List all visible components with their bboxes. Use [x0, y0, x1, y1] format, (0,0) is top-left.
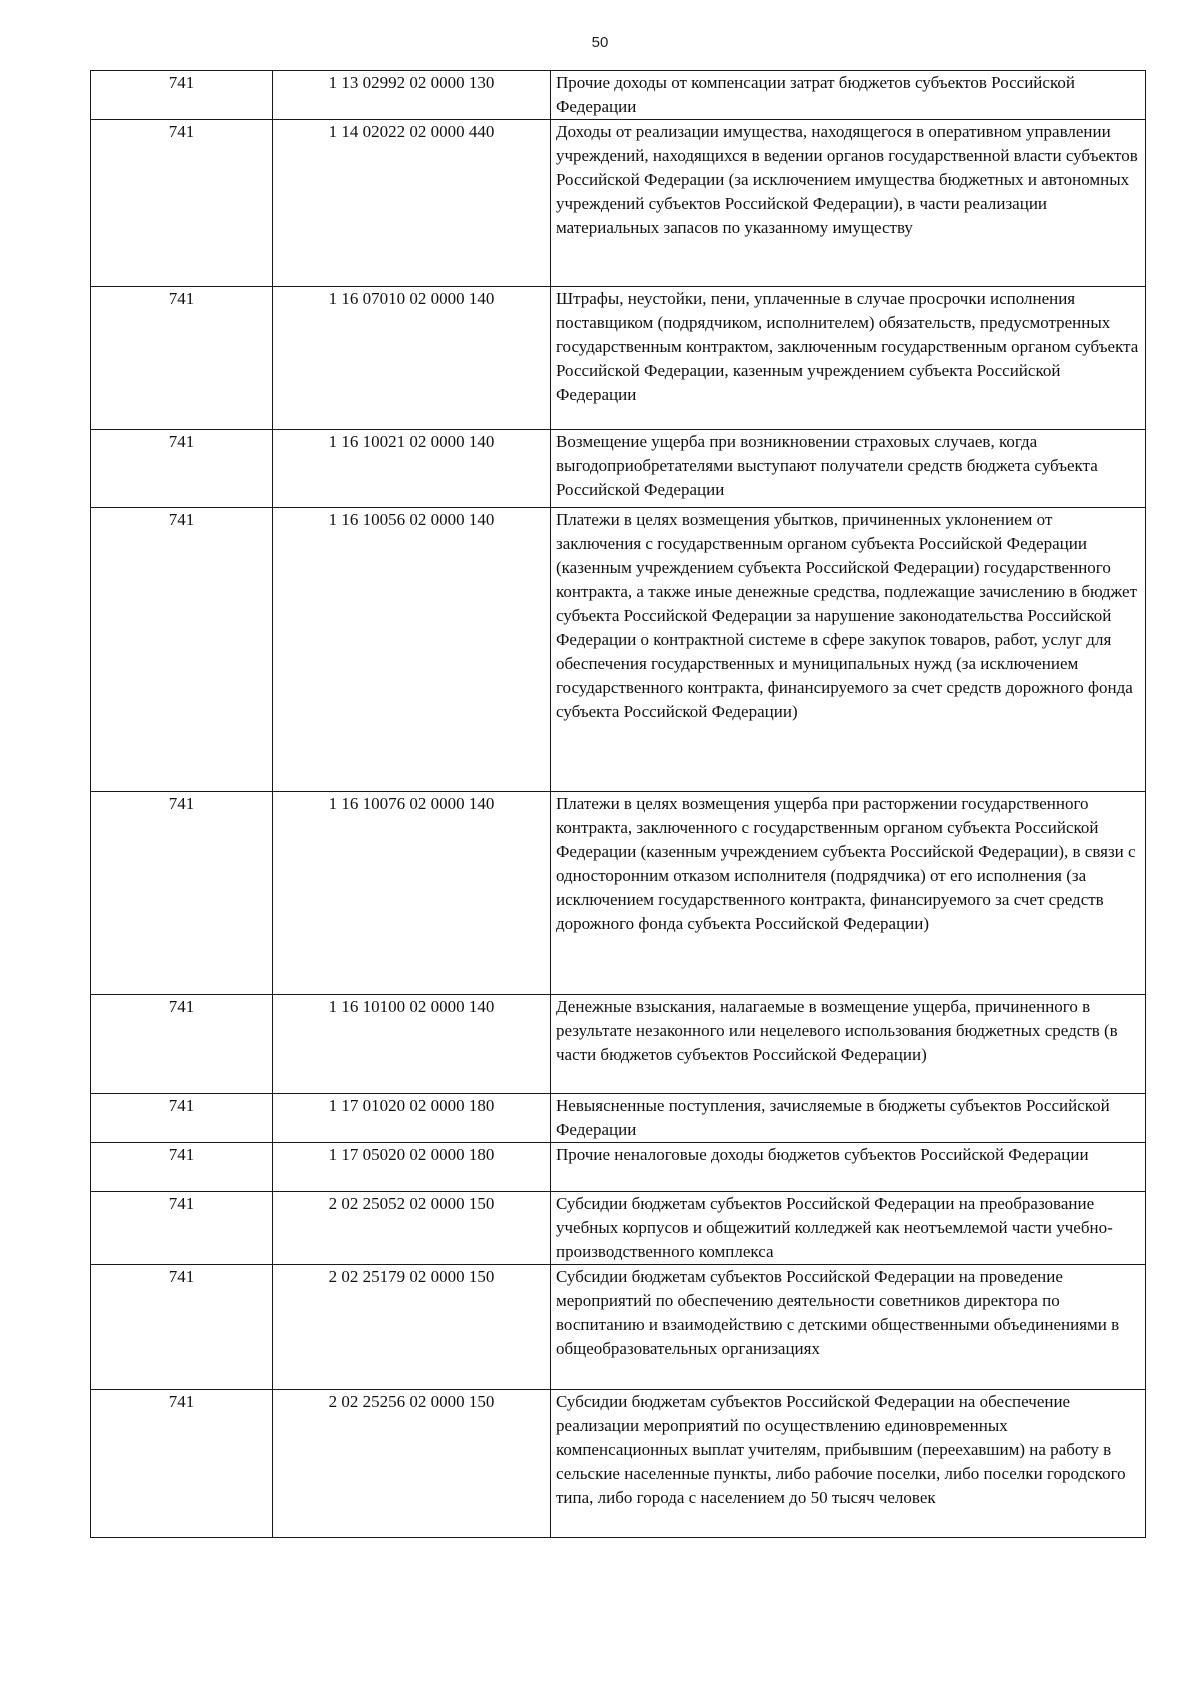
table-row — [91, 1143, 1146, 1192]
admin-code-cell: 741 — [91, 1143, 273, 1192]
revenue-code-cell: 1 16 07010 02 0000 140 — [273, 287, 551, 430]
admin-code-cell: 741 — [91, 1192, 273, 1265]
revenue-code-cell: 1 14 02022 02 0000 440 — [273, 120, 551, 287]
table-row — [91, 508, 1146, 792]
table-row — [91, 1390, 1146, 1538]
revenue-code-cell: 1 16 10100 02 0000 140 — [273, 995, 551, 1094]
revenue-name-cell: Субсидии бюджетам субъектов Российской Федерации на преобразование учебных корпусов и общежитий колледжей как неотъемлемой части учебно-производственного комплекса — [551, 1192, 1146, 1265]
revenue-code-cell: 1 17 01020 02 0000 180 — [273, 1094, 551, 1143]
revenue-code-cell: 2 02 25179 02 0000 150 — [273, 1265, 551, 1390]
revenue-name-cell: Прочие доходы от компенсации затрат бюджетов субъектов Российской Федерации — [551, 71, 1146, 120]
revenue-name-cell: Прочие неналоговые доходы бюджетов субъектов Российской Федерации — [551, 1143, 1146, 1192]
table-row — [91, 1265, 1146, 1390]
admin-code-cell: 741 — [91, 1390, 273, 1538]
table-row — [91, 1094, 1146, 1143]
revenue-code-cell: 1 16 10076 02 0000 140 — [273, 792, 551, 995]
table-row — [91, 71, 1146, 120]
revenue-name-cell: Невыясненные поступления, зачисляемые в бюджеты субъектов Российской Федерации — [551, 1094, 1146, 1143]
table-body — [91, 71, 1146, 1538]
revenue-name-cell: Платежи в целях возмещения ущерба при расторжении государственного контракта, заключенного с государственным органом субъекта Российской Федерации (казенным учреждением субъекта Российской Федерации), в связи с односторонним отказом исполнителя (подрядчика) от его исполнения (за исключением государственного контракта, финансируемого за счет средств дорожного фонда субъекта Российской Федерации) — [551, 792, 1146, 995]
revenue-name-cell: Возмещение ущерба при возникновении страховых случаев, когда выгодоприобретателями выступают получатели средств бюджета субъекта Российской Федерации — [551, 430, 1146, 508]
admin-code-cell: 741 — [91, 1094, 273, 1143]
revenue-code-cell: 2 02 25256 02 0000 150 — [273, 1390, 551, 1538]
revenue-name-cell: Субсидии бюджетам субъектов Российской Федерации на проведение мероприятий по обеспечению деятельности советников директора по воспитанию и взаимодействию с детскими общественными объединениями в общеобразовательных организациях — [551, 1265, 1146, 1390]
admin-code-cell: 741 — [91, 430, 273, 508]
page-number: 50 — [591, 34, 609, 51]
admin-code-cell: 741 — [91, 71, 273, 120]
revenue-code-cell: 1 16 10056 02 0000 140 — [273, 508, 551, 792]
admin-code-cell: 741 — [91, 792, 273, 995]
revenue-name-cell: Доходы от реализации имущества, находящегося в оперативном управлении учреждений, находящихся в ведении органов государственной власти субъектов Российской Федерации (за исключением имущества бюджетных и автономных учреждений субъектов Российской Федерации), в части реализации материальных запасов по указанному имуществу — [551, 120, 1146, 287]
revenue-code-cell: 1 13 02992 02 0000 130 — [273, 71, 551, 120]
admin-code-cell: 741 — [91, 287, 273, 430]
admin-code-cell: 741 — [91, 1265, 273, 1390]
admin-code-cell: 741 — [91, 995, 273, 1094]
table-row — [91, 1192, 1146, 1265]
admin-code-cell: 741 — [91, 120, 273, 287]
table-row — [91, 430, 1146, 508]
table-row — [91, 287, 1146, 430]
admin-code-cell: 741 — [91, 508, 273, 792]
revenue-code-cell: 1 17 05020 02 0000 180 — [273, 1143, 551, 1192]
table-row — [91, 995, 1146, 1094]
revenue-name-cell: Платежи в целях возмещения убытков, причиненных уклонением от заключения с государственным органом субъекта Российской Федерации (казенным учреждением субъекта Российской Федерации) государственного контракта, а также иные денежные средства, подлежащие зачислению в бюджет субъекта Российской Федерации за нарушение законодательства Российской Федерации о контрактной системе в сфере закупок товаров, работ, услуг для обеспечения государственных и муниципальных нужд (за исключением государственного контракта, финансируемого за счет средств дорожного фонда субъекта Российской Федерации) — [551, 508, 1146, 792]
table-row — [91, 120, 1146, 287]
budget-revenue-table — [90, 70, 1146, 1538]
revenue-name-cell: Штрафы, неустойки, пени, уплаченные в случае просрочки исполнения поставщиком (подрядчиком, исполнителем) обязательств, предусмотренных государственным контрактом, заключенным государственным органом субъекта Российской Федерации, казенным учреждением субъекта Российской Федерации — [551, 287, 1146, 430]
revenue-code-cell: 1 16 10021 02 0000 140 — [273, 430, 551, 508]
revenue-name-cell: Денежные взыскания, налагаемые в возмещение ущерба, причиненного в результате незаконного или нецелевого использования бюджетных средств (в части бюджетов субъектов Российской Федерации) — [551, 995, 1146, 1094]
revenue-code-cell: 2 02 25052 02 0000 150 — [273, 1192, 551, 1265]
table-row — [91, 792, 1146, 995]
revenue-name-cell: Субсидии бюджетам субъектов Российской Федерации на обеспечение реализации мероприятий по осуществлению единовременных компенсационных выплат учителям, прибывшим (переехавшим) на работу в сельские населенные пункты, либо рабочие поселки, либо поселки городского типа, либо города с населением до 50 тысяч человек — [551, 1390, 1146, 1538]
